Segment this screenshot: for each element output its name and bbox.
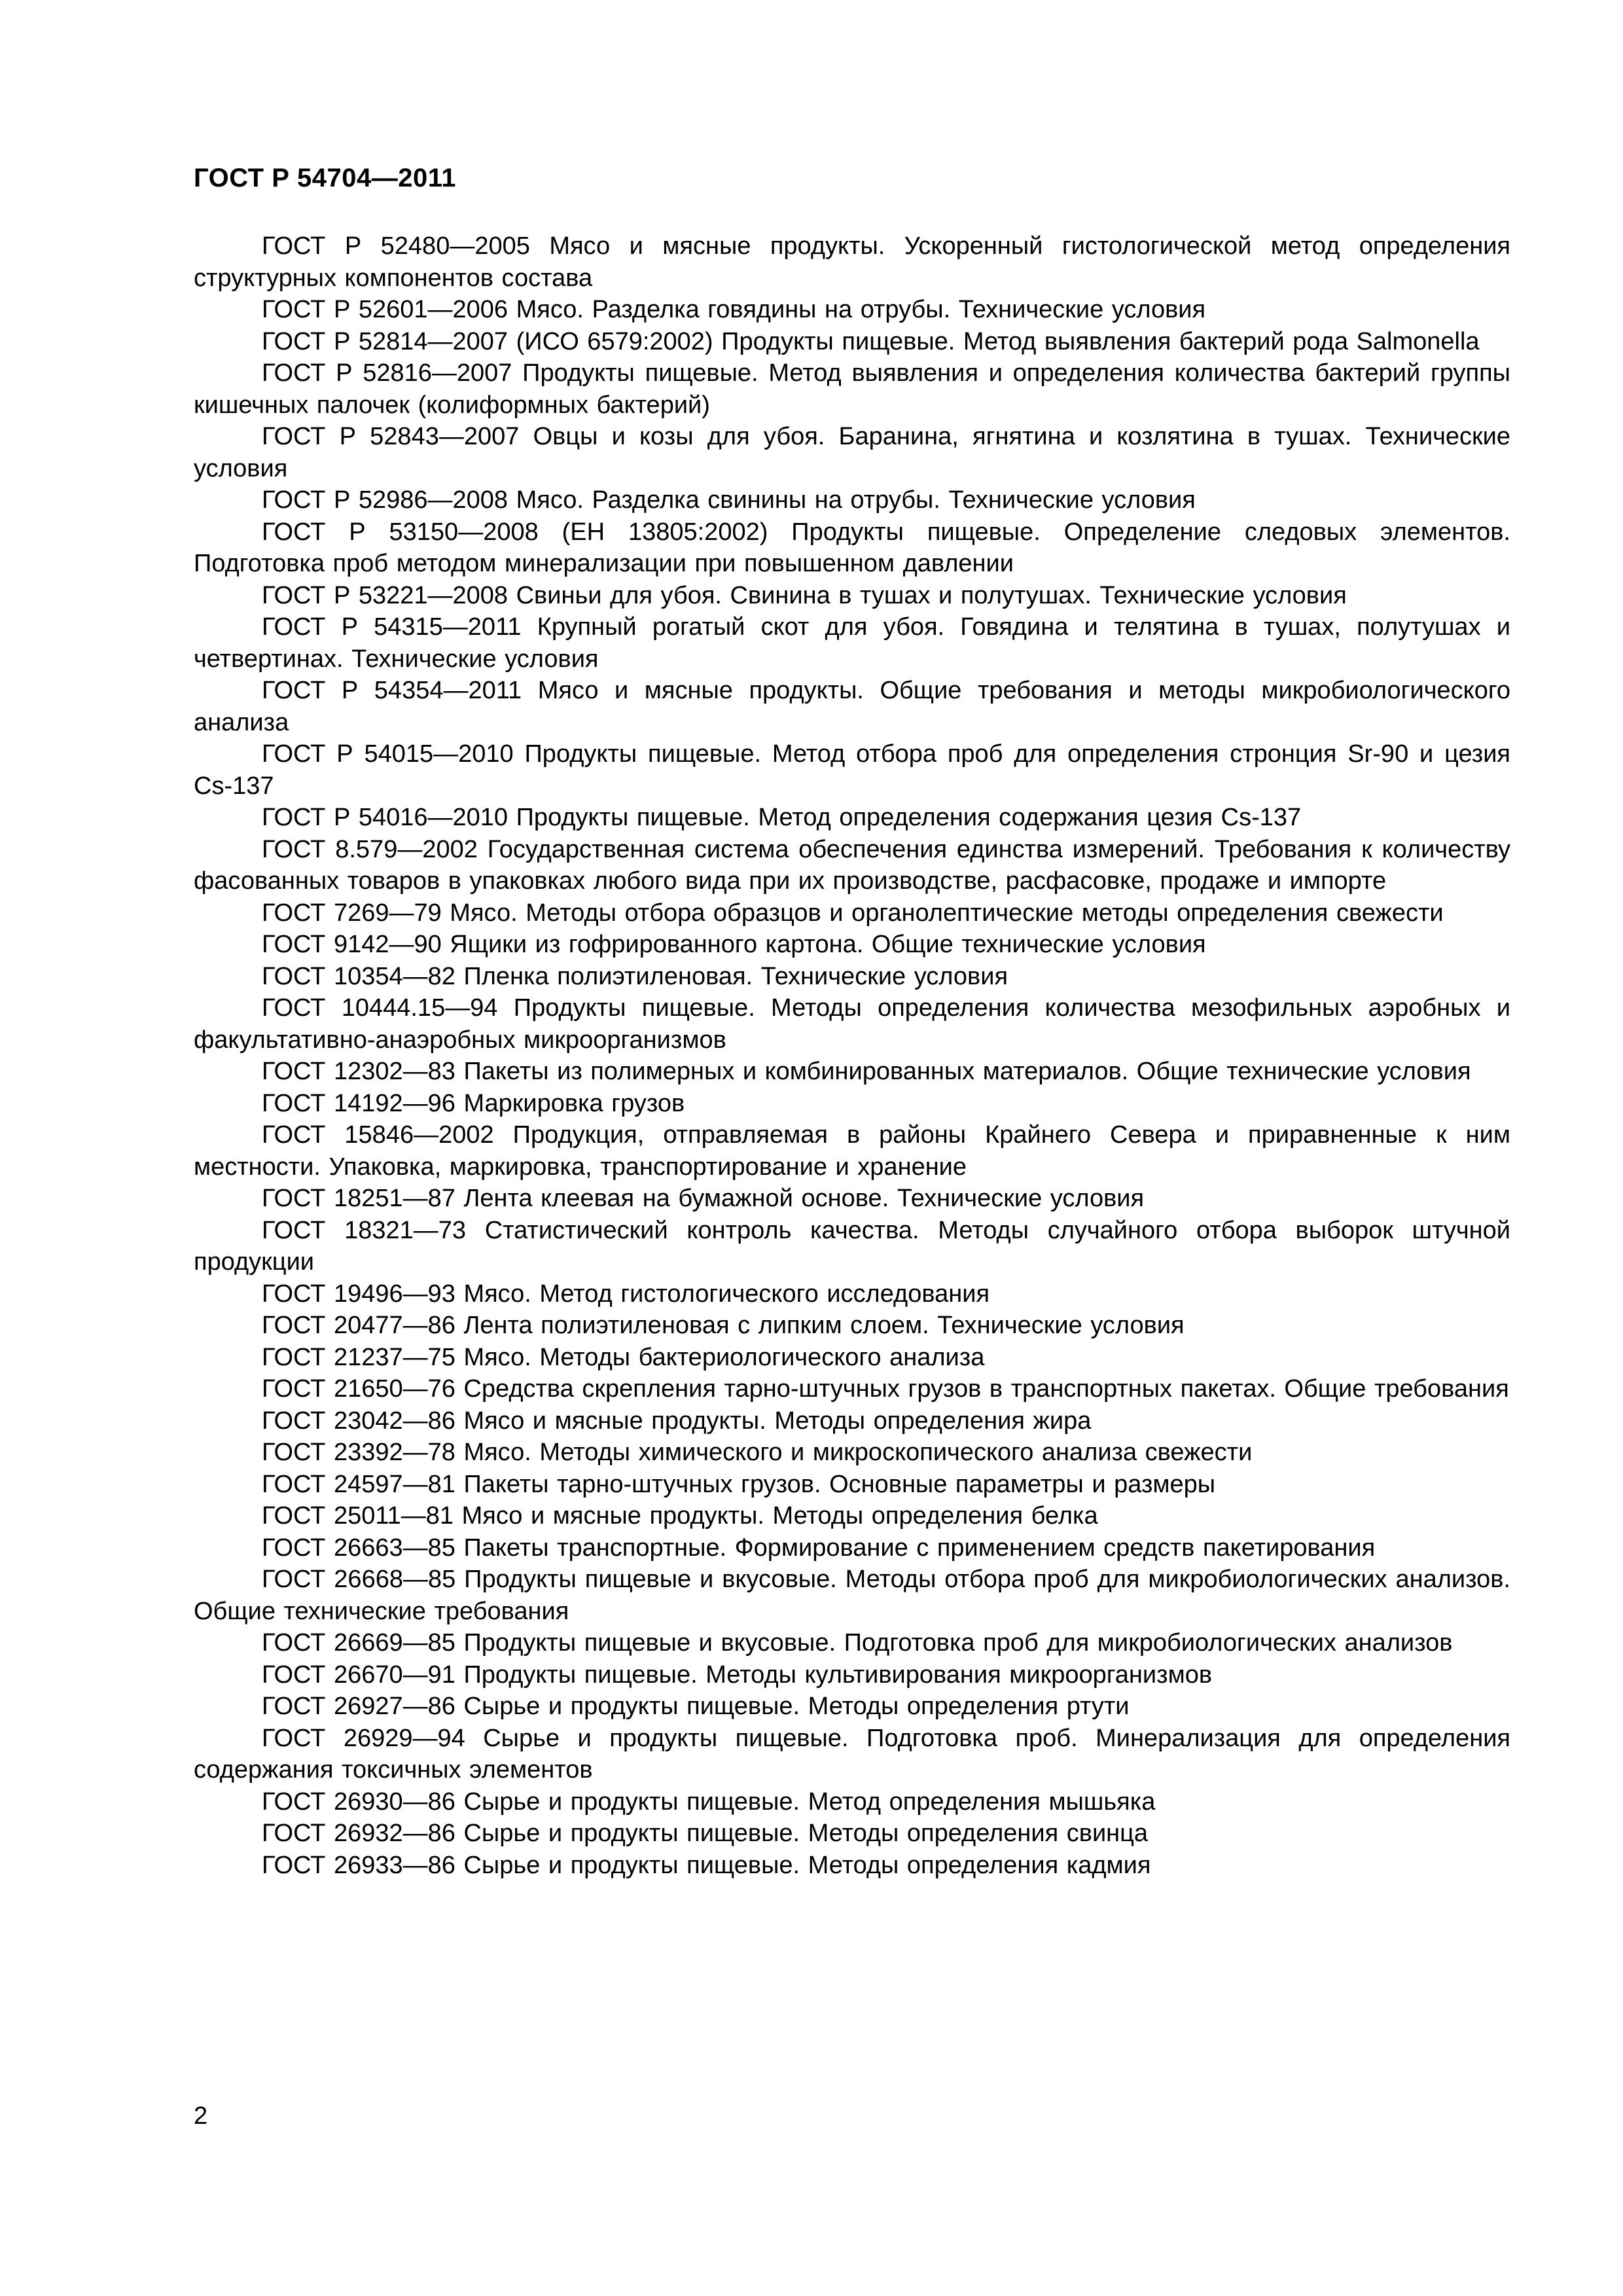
reference-item: ГОСТ 26670—91 Продукты пищевые. Методы культивирования микроорганизмов: [262, 1660, 1213, 1689]
reference-item: ГОСТ Р 54016—2010 Продукты пищевые. Метод определения содержания цезия Cs-137: [262, 804, 1302, 831]
reference-item: ГОСТ 26663—85 Пакеты транспортные. Формирование с применением средств пакетирования: [262, 1534, 1376, 1562]
reference-item: ГОСТ 19496—93 Мясо. Метод гистологического исследования: [262, 1280, 990, 1308]
reference-item: ГОСТ 12302—83 Пакеты из полимерных и комбинированных материалов. Общие технические условия: [262, 1058, 1471, 1085]
reference-item: ГОСТ Р 54315—2011 Крупный рогатый скот для убоя. Говядина и телятина в тушах, полутушах и четвертинах. Технические условия: [194, 613, 1510, 673]
reference-item: ГОСТ Р 52601—2006 Мясо. Разделка говядины на отрубы. Технические условия: [262, 296, 1206, 323]
reference-item: ГОСТ 14192—96 Маркировка грузов: [262, 1089, 685, 1117]
reference-item: ГОСТ Р 53150—2008 (ЕН 13805:2002) Продукты пищевые. Определение следовых элементов. Подготовка проб методом минерализации при повышенном давлении: [194, 518, 1510, 577]
reference-item: ГОСТ 26668—85 Продукты пищевые и вкусовые. Методы отбора проб для микробиологических анализов. Общие технические требования: [194, 1566, 1510, 1625]
reference-item: ГОСТ 26932—86 Сырье и продукты пищевые. Методы определения свинца: [262, 1820, 1149, 1847]
reference-item: ГОСТ 18321—73 Статистический контроль качества. Методы случайного отбора выборок штучной продукции: [194, 1216, 1510, 1276]
reference-item: ГОСТ Р 54354—2011 Мясо и мясные продукты. Общие требования и методы микробиологического анализа: [194, 677, 1510, 736]
reference-item: ГОСТ 23392—78 Мясо. Методы химического и микроскопического анализа свежести: [262, 1439, 1253, 1466]
reference-item: ГОСТ Р 54015—2010 Продукты пищевые. Метод отбора проб для определения стронция Sr-90 и цезия Cs-137: [194, 740, 1510, 800]
reference-item: ГОСТ 23042—86 Мясо и мясные продукты. Методы определения жира: [262, 1407, 1092, 1435]
reference-item: ГОСТ 21237—75 Мясо. Методы бактериологического анализа: [262, 1343, 985, 1371]
page-number: 2: [194, 2102, 208, 2130]
reference-item: ГОСТ 21650—76 Средства скрепления тарно-штучных грузов в транспортных пакетах. Общие требования: [262, 1375, 1509, 1403]
reference-item: ГОСТ 9142—90 Ящики из гофрированного картона. Общие технические условия: [262, 931, 1206, 958]
document-header: ГОСТ Р 54704—2011: [194, 164, 456, 192]
reference-item: ГОСТ 18251—87 Лента клеевая на бумажной основе. Технические условия: [262, 1185, 1145, 1212]
reference-item: ГОСТ 24597—81 Пакеты тарно-штучных грузов. Основные параметры и размеры: [262, 1470, 1216, 1498]
reference-item: ГОСТ 26929—94 Сырье и продукты пищевые. Подготовка проб. Минерализация для определения содержания токсичных элементов: [194, 1724, 1510, 1784]
reference-item: ГОСТ Р 52480—2005 Мясо и мясные продукты. Ускоренный гистологической метод определения структурных компонентов состава: [194, 232, 1510, 292]
reference-item: ГОСТ Р 52843—2007 Овцы и козы для убоя. Баранина, ягнятина и козлятина в тушах. Технические условия: [194, 423, 1510, 482]
reference-item: ГОСТ 15846—2002 Продукция, отправляемая в районы Крайнего Севера и приравненные к ним местности. Упаковка, маркировка, транспортирование и хранение: [194, 1121, 1510, 1181]
reference-item: ГОСТ 25011—81 Мясо и мясные продукты. Методы определения белка: [262, 1502, 1098, 1530]
reference-item: ГОСТ 8.579—2002 Государственная система обеспечения единства измерений. Требования к количеству фасованных товаров в упаковках любого вида при их производстве, расфасовке, продаже и импорте: [194, 835, 1510, 895]
reference-item: ГОСТ Р 52986—2008 Мясо. Разделка свинины на отрубы. Технические условия: [262, 486, 1196, 514]
reference-item: ГОСТ Р 52814—2007 (ИСО 6579:2002) Продукты пищевые. Метод выявления бактерий рода Salmonella: [262, 327, 1480, 355]
reference-item: ГОСТ 26669—85 Продукты пищевые и вкусовые. Подготовка проб для микробиологических анализов: [262, 1629, 1453, 1657]
reference-item: ГОСТ 10354—82 Пленка полиэтиленовая. Технические условия: [262, 962, 1008, 990]
normative-references-list: [194, 230, 1510, 1881]
reference-item: ГОСТ 26933—86 Сырье и продукты пищевые. Методы определения кадмия: [262, 1851, 1151, 1879]
reference-item: ГОСТ 20477—86 Лента полиэтиленовая с липким слоем. Технические условия: [262, 1312, 1185, 1339]
reference-item: ГОСТ Р 53221—2008 Свиньи для убоя. Свинина в тушах и полутушах. Технические условия: [262, 581, 1347, 609]
reference-item: ГОСТ 7269—79 Мясо. Методы отбора образцов и органолептические методы определения свежести: [262, 899, 1444, 927]
reference-item: ГОСТ 10444.15—94 Продукты пищевые. Методы определения количества мезофильных аэробных и факультативно-анаэробных микроорганизмов: [194, 994, 1510, 1054]
reference-item: ГОСТ 26927—86 Сырье и продукты пищевые. Методы определения ртути: [262, 1693, 1130, 1720]
reference-item: ГОСТ Р 52816—2007 Продукты пищевые. Метод выявления и определения количества бактерий группы кишечных палочек (колиформных бактерий): [194, 359, 1510, 419]
reference-item: ГОСТ 26930—86 Сырье и продукты пищевые. Метод определения мышьяка: [262, 1787, 1156, 1816]
